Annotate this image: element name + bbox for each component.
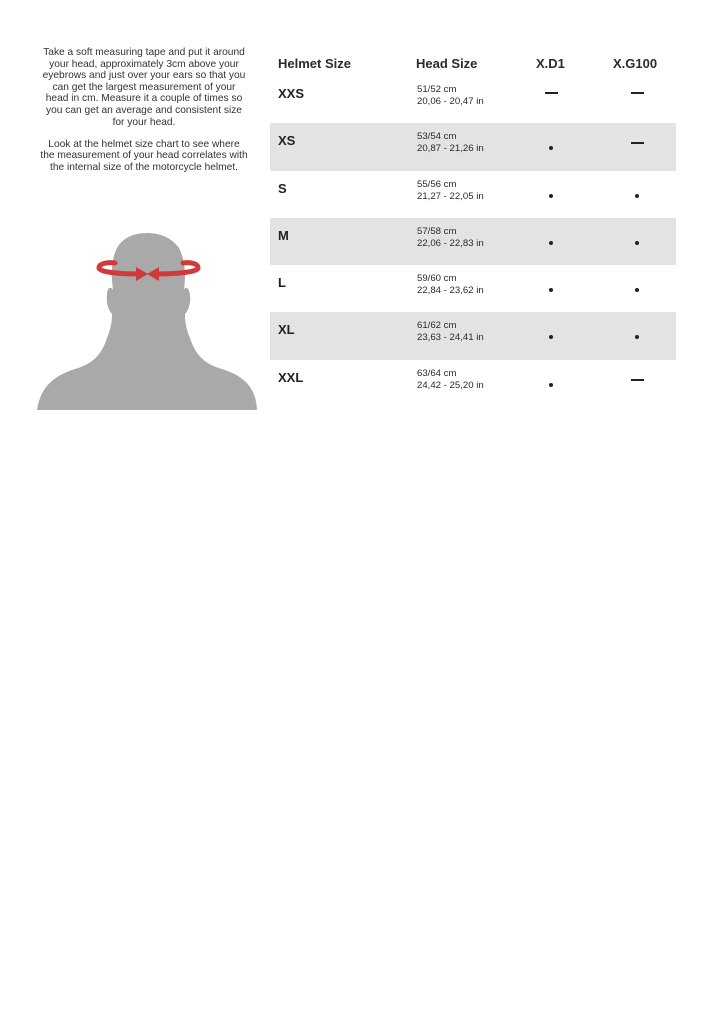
head-size-inches: 20,87 - 21,26 in (417, 143, 484, 155)
head-silhouette-icon (35, 230, 260, 412)
helmet-size-label: M (278, 227, 289, 243)
table-body (270, 76, 676, 407)
header-xg100: X.G100 (613, 56, 658, 71)
available-dot-icon (635, 288, 639, 292)
instructions-paragraph-2: Look at the helmet size chart to see where the measurement of your head correlates with the internal size of the motorcycle helmet. (40, 138, 248, 173)
xg100-availability (617, 360, 657, 407)
xd1-availability (531, 360, 571, 407)
head-size-inches: 20,06 - 20,47 in (417, 96, 484, 107)
unavailable-dash-icon (631, 379, 644, 381)
table-row (270, 312, 676, 359)
xd1-availability (531, 218, 571, 265)
unavailable-dash-icon (631, 92, 644, 94)
available-dot-icon (635, 241, 639, 245)
head-size-cm: 59/60 cm (417, 273, 457, 285)
head-size-cm: 61/62 cm (417, 320, 457, 332)
available-dot-icon (635, 194, 639, 198)
available-dot-icon (549, 288, 553, 292)
helmet-size-label: S (278, 180, 287, 196)
available-dot-icon (549, 335, 553, 339)
available-dot-icon (549, 383, 553, 387)
head-size-measurement (417, 179, 484, 203)
xg100-availability (617, 76, 657, 123)
xg100-availability (617, 312, 657, 359)
xg100-availability (617, 171, 657, 218)
available-dot-icon (549, 241, 553, 245)
head-size-measurement (417, 226, 484, 250)
xd1-availability (531, 265, 571, 312)
xd1-availability (531, 312, 571, 359)
table-header-row (270, 56, 676, 76)
header-head-size: Head Size (416, 56, 478, 71)
unavailable-dash-icon (631, 142, 644, 144)
head-size-inches: 23,63 - 24,41 in (417, 332, 484, 344)
available-dot-icon (635, 335, 639, 339)
available-dot-icon (549, 194, 553, 198)
xd1-availability (531, 171, 571, 218)
xd1-availability (531, 123, 571, 170)
head-size-inches: 24,42 - 25,20 in (417, 379, 484, 391)
unavailable-dash-icon (545, 92, 558, 94)
head-size-measurement (417, 320, 484, 344)
helmet-size-label: XXL (278, 369, 304, 385)
head-size-cm: 63/64 cm (417, 367, 457, 379)
table-row (270, 265, 676, 312)
table-row (270, 171, 676, 218)
instructions-paragraph-1: Take a soft measuring tape and put it around your head, approximately 3cm above your eyebrows and just over your ears so that you can get the largest measurement of your head in cm. Measure it a couple of times so you can get an average and consistent size for your head. (42, 47, 246, 128)
head-size-measurement (417, 273, 484, 297)
helmet-size-label: XL (278, 322, 295, 338)
helmet-size-label: L (278, 275, 286, 291)
helmet-size-chart (270, 56, 676, 407)
head-size-inches: 21,27 - 22,05 in (417, 190, 484, 202)
head-size-measurement (417, 131, 484, 155)
measuring-instructions (40, 47, 248, 184)
head-size-measurement (417, 368, 484, 392)
header-xd1: X.D1 (536, 56, 565, 71)
head-size-inches: 22,06 - 22,83 in (417, 237, 484, 249)
table-row (270, 76, 676, 123)
xg100-availability (617, 123, 657, 170)
xd1-availability (531, 76, 571, 123)
head-size-cm: 57/58 cm (417, 225, 457, 237)
head-size-cm: 55/56 cm (417, 178, 457, 190)
header-helmet-size: Helmet Size (278, 56, 351, 71)
head-size-cm: 53/54 cm (417, 131, 457, 143)
xg100-availability (617, 265, 657, 312)
head-measurement-illustration (35, 230, 260, 412)
head-size-cm: 51/52 cm (417, 84, 457, 95)
head-size-measurement (417, 84, 484, 108)
helmet-size-label: XXS (278, 86, 305, 101)
available-dot-icon (549, 146, 553, 150)
table-row (270, 360, 676, 407)
xg100-availability (617, 218, 657, 265)
table-row (270, 123, 676, 170)
head-size-inches: 22,84 - 23,62 in (417, 285, 484, 297)
table-row (270, 218, 676, 265)
helmet-size-label: XS (278, 133, 296, 149)
